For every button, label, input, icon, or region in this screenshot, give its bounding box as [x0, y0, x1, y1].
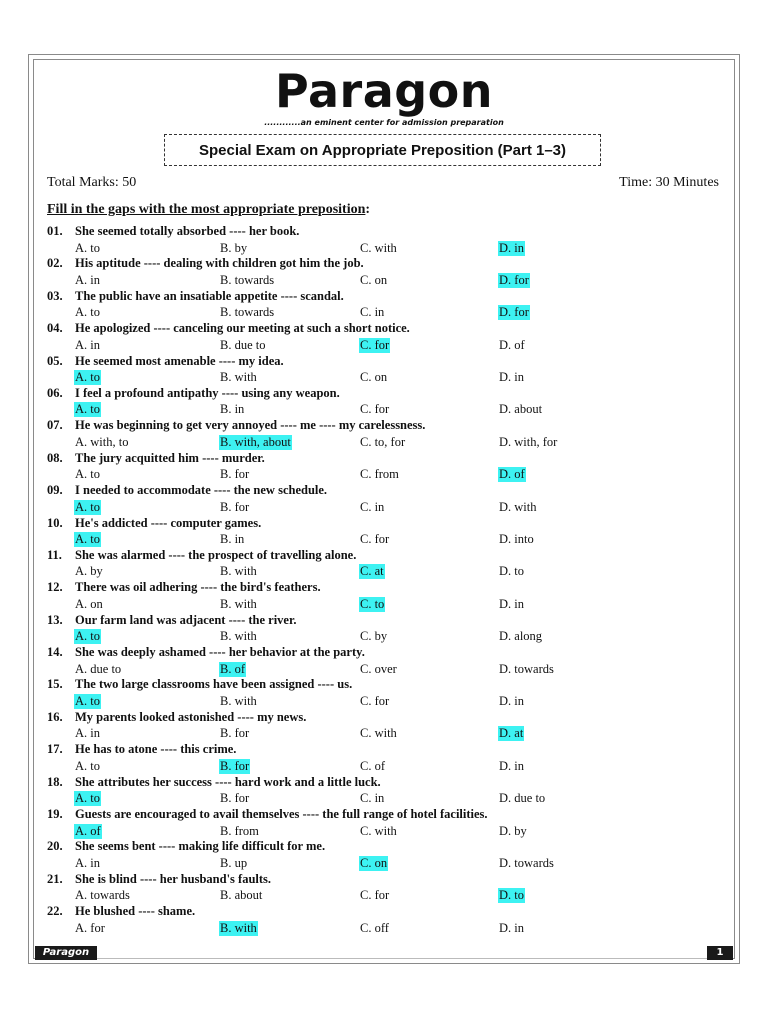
question-line: [47, 580, 727, 597]
question-item: [47, 386, 727, 418]
question-line: [47, 645, 727, 662]
question-text: I feel a profound antipathy ---- using any weapon.: [75, 385, 340, 400]
options-row: [47, 856, 727, 872]
answer-option-highlighted: A. to: [75, 693, 100, 708]
answer-option: C. of: [360, 758, 385, 773]
answer-option-highlighted: A. to: [75, 402, 100, 417]
question-text: He apologized ---- canceling our meeting at such a short notice.: [75, 321, 410, 336]
answer-option: B. with: [220, 629, 257, 644]
answer-option-highlighted: A. to: [75, 791, 100, 806]
question-text: The public have an insatiable appetite ---- scandal.: [75, 288, 344, 303]
exam-title: Special Exam on Appropriate Preposition (Part 1–3): [198, 141, 567, 159]
answer-option-highlighted: A. to: [75, 532, 100, 547]
question-text: Guests are encouraged to avail themselves ---- the full range of hotel facilities.: [75, 807, 488, 822]
question-line: [47, 742, 727, 759]
answer-option: B. about: [220, 888, 263, 903]
answer-option-highlighted: B. of: [220, 661, 245, 676]
question-text: There was oil adhering ---- the bird's feathers.: [75, 580, 321, 595]
answer-option: A. on: [75, 596, 103, 611]
answer-option: D. in: [499, 596, 524, 611]
answer-option: B. due to: [220, 337, 266, 352]
answer-option: A. in: [75, 272, 100, 287]
options-row: [47, 467, 727, 483]
question-number: 18.: [47, 774, 63, 789]
answer-option: C. for: [360, 402, 390, 417]
question-text: She is blind ---- her husband's faults.: [75, 871, 272, 886]
answer-option: B. for: [220, 726, 250, 741]
answer-option-highlighted: C. for: [360, 337, 390, 352]
question-text: She seems bent ---- making life difficult for me.: [75, 839, 326, 854]
answer-option: B. up: [220, 855, 248, 870]
answer-option: C. from: [360, 467, 399, 482]
question-number: 21.: [47, 871, 63, 886]
brand-logo: Paragon: [274, 64, 494, 118]
answer-option: D. in: [499, 370, 524, 385]
question-item: [47, 451, 727, 483]
question-number: 09.: [47, 483, 63, 498]
question-number: 08.: [47, 450, 63, 465]
question-line: [47, 807, 727, 824]
options-row: [47, 824, 727, 840]
answer-option: A. to: [75, 240, 100, 255]
question-number: 22.: [47, 904, 63, 919]
answer-option: D. into: [499, 532, 534, 547]
options-row: [47, 629, 727, 645]
answer-option: B. for: [220, 791, 250, 806]
answer-option-highlighted: D. in: [499, 240, 524, 255]
question-line: [47, 613, 727, 630]
answer-option: B. with: [220, 370, 257, 385]
options-row: [47, 888, 727, 904]
question-line: [47, 483, 727, 500]
question-text: He's addicted ---- computer games.: [75, 515, 262, 530]
answer-option-highlighted: C. at: [360, 564, 384, 579]
answer-option: D. in: [499, 758, 524, 773]
total-marks: Total Marks: 50: [47, 175, 137, 190]
question-item: [47, 710, 727, 742]
question-item: [47, 256, 727, 288]
question-text: Our farm land was adjacent ---- the river.: [75, 612, 297, 627]
options-row: [47, 597, 727, 613]
question-item: [47, 839, 727, 871]
answer-option: D. by: [499, 823, 527, 838]
options-row: [47, 564, 727, 580]
question-item: [47, 580, 727, 612]
question-item: [47, 677, 727, 709]
footer-divider: [97, 958, 707, 959]
answer-option: B. from: [220, 823, 259, 838]
answer-option-highlighted: A. to: [75, 629, 100, 644]
answer-option: C. in: [360, 791, 385, 806]
answer-option-highlighted: B. with: [220, 920, 257, 935]
question-line: [47, 872, 727, 889]
answer-option-highlighted: D. for: [499, 305, 529, 320]
question-line: [47, 354, 727, 371]
question-number: 01.: [47, 224, 63, 238]
answer-option: D. in: [499, 920, 524, 935]
options-row: [47, 338, 727, 354]
answer-option: C. off: [360, 920, 389, 935]
answer-option: C. on: [360, 370, 388, 385]
answer-option: B. for: [220, 467, 250, 482]
answer-option: D. to: [499, 564, 524, 579]
options-row: [47, 241, 727, 257]
answer-option: A. for: [75, 920, 105, 935]
question-text: She attributes her success ---- hard work and a little luck.: [75, 774, 381, 789]
question-text: He blushed ---- shame.: [75, 904, 196, 919]
question-number: 07.: [47, 418, 63, 433]
instruction-heading: [47, 202, 370, 218]
answer-option: B. towards: [220, 272, 275, 287]
question-item: [47, 483, 727, 515]
question-number: 10.: [47, 515, 63, 530]
answer-option-highlighted: C. on: [360, 855, 388, 870]
answer-option: B. towards: [220, 305, 275, 320]
options-row: [47, 305, 727, 321]
question-number: 02.: [47, 256, 63, 271]
question-item: [47, 224, 727, 256]
question-text: My parents looked astonished ---- my news.: [75, 709, 307, 724]
answer-option: A. in: [75, 726, 100, 741]
question-number: 05.: [47, 353, 63, 368]
answer-option: D. in: [499, 693, 524, 708]
question-item: [47, 742, 727, 774]
question-line: [47, 386, 727, 403]
question-line: [47, 256, 727, 273]
question-line: [47, 904, 727, 921]
question-line: [47, 451, 727, 468]
answer-option: B. in: [220, 402, 245, 417]
footer-brand: Paragon: [35, 946, 97, 960]
answer-option: C. in: [360, 499, 385, 514]
question-number: 16.: [47, 709, 63, 724]
question-text: I needed to accommodate ---- the new schedule.: [75, 483, 328, 498]
answer-option-highlighted: A. to: [75, 499, 100, 514]
question-line: [47, 289, 727, 306]
question-item: [47, 516, 727, 548]
question-item: [47, 613, 727, 645]
answer-option: A. in: [75, 337, 100, 352]
question-text: The jury acquitted him ---- murder.: [75, 450, 265, 465]
question-item: [47, 904, 727, 936]
question-item: [47, 872, 727, 904]
answer-option: B. in: [220, 532, 245, 547]
options-row: [47, 726, 727, 742]
answer-option: B. with: [220, 693, 257, 708]
answer-option: C. for: [360, 888, 390, 903]
question-item: [47, 807, 727, 839]
question-line: [47, 321, 727, 338]
answer-option: A. with, to: [75, 434, 129, 449]
question-text: He seemed most amenable ---- my idea.: [75, 353, 284, 368]
answer-option: C. to, for: [360, 434, 406, 449]
options-row: [47, 500, 727, 516]
question-number: 03.: [47, 288, 63, 303]
question-number: 15.: [47, 677, 63, 692]
question-number: 17.: [47, 742, 63, 757]
question-number: 04.: [47, 321, 63, 336]
answer-option: A. to: [75, 758, 100, 773]
question-text: He was beginning to get very annoyed ---- me ---- my carelessness.: [75, 418, 426, 433]
answer-option: A. by: [75, 564, 103, 579]
options-row: [47, 435, 727, 451]
answer-option-highlighted: D. to: [499, 888, 524, 903]
options-row: [47, 791, 727, 807]
question-number: 11.: [47, 547, 62, 562]
options-row: [47, 370, 727, 386]
answer-option: C. with: [360, 726, 397, 741]
answer-option: B. with: [220, 596, 257, 611]
question-line: [47, 839, 727, 856]
question-text: His aptitude ---- dealing with children got him the job.: [75, 256, 364, 271]
question-text: She seemed totally absorbed ---- her book.: [75, 224, 300, 238]
answer-option: D. towards: [499, 855, 554, 870]
answer-option-highlighted: A. of: [75, 823, 101, 838]
answer-option: C. for: [360, 693, 390, 708]
question-line: [47, 710, 727, 727]
answer-option-highlighted: B. with, about: [220, 434, 291, 449]
question-item: [47, 418, 727, 450]
question-text: He has to atone ---- this crime.: [75, 742, 237, 757]
answer-option: D. with: [499, 499, 537, 514]
question-line: [47, 516, 727, 533]
question-item: [47, 548, 727, 580]
question-item: [47, 645, 727, 677]
answer-option-highlighted: D. at: [499, 726, 524, 741]
answer-option: C. by: [360, 629, 388, 644]
answer-option: B. with: [220, 564, 257, 579]
page-number: 1: [707, 946, 733, 960]
answer-option: D. about: [499, 402, 543, 417]
options-row: [47, 402, 727, 418]
answer-option: B. for: [220, 499, 250, 514]
answer-option: C. with: [360, 240, 397, 255]
question-number: 19.: [47, 807, 63, 822]
instruction-text: Fill in the gaps with the most appropriate preposition: [47, 202, 366, 217]
answer-option: C. on: [360, 272, 388, 287]
instruction-colon: :: [365, 202, 371, 217]
question-line: [47, 775, 727, 792]
options-row: [47, 273, 727, 289]
answer-option: C. for: [360, 532, 390, 547]
answer-option: A. towards: [75, 888, 130, 903]
answer-option: A. due to: [75, 661, 122, 676]
question-item: [47, 289, 727, 321]
question-number: 20.: [47, 839, 63, 854]
answer-option: A. to: [75, 305, 100, 320]
answer-option: C. over: [360, 661, 397, 676]
answer-option: C. with: [360, 823, 397, 838]
options-row: [47, 759, 727, 775]
answer-option: B. by: [220, 240, 248, 255]
question-line: [47, 418, 727, 435]
options-row: [47, 921, 727, 937]
question-number: 12.: [47, 580, 63, 595]
question-number: 06.: [47, 385, 63, 400]
question-item: [47, 775, 727, 807]
question-text: The two large classrooms have been assigned ---- us.: [75, 677, 353, 692]
brand-tagline: ............an eminent center for admission preparation: [264, 118, 504, 127]
answer-option-highlighted: D. of: [499, 467, 525, 482]
question-text: She was alarmed ---- the prospect of travelling alone.: [75, 547, 357, 562]
options-row: [47, 694, 727, 710]
question-item: [47, 354, 727, 386]
exam-time: Time: 30 Minutes: [619, 175, 719, 190]
answer-option-highlighted: C. to: [360, 596, 385, 611]
options-row: [47, 662, 727, 678]
question-line: [47, 224, 727, 241]
answer-option: D. along: [499, 629, 543, 644]
answer-option: D. due to: [499, 791, 546, 806]
answer-option-highlighted: A. to: [75, 370, 100, 385]
question-number: 13.: [47, 612, 63, 627]
question-line: [47, 677, 727, 694]
options-row: [47, 532, 727, 548]
answer-option: D. with, for: [499, 434, 558, 449]
answer-option: A. to: [75, 467, 100, 482]
answer-option: D. towards: [499, 661, 554, 676]
question-item: [47, 321, 727, 353]
answer-option: D. of: [499, 337, 525, 352]
question-number: 14.: [47, 645, 63, 660]
question-line: [47, 548, 727, 565]
exam-title-box: [164, 134, 601, 166]
question-text: She was deeply ashamed ---- her behavior at the party.: [75, 645, 365, 660]
answer-option: C. in: [360, 305, 385, 320]
answer-option-highlighted: B. for: [220, 758, 250, 773]
answer-option: A. in: [75, 855, 100, 870]
answer-option-highlighted: D. for: [499, 272, 529, 287]
question-list: [47, 224, 727, 937]
